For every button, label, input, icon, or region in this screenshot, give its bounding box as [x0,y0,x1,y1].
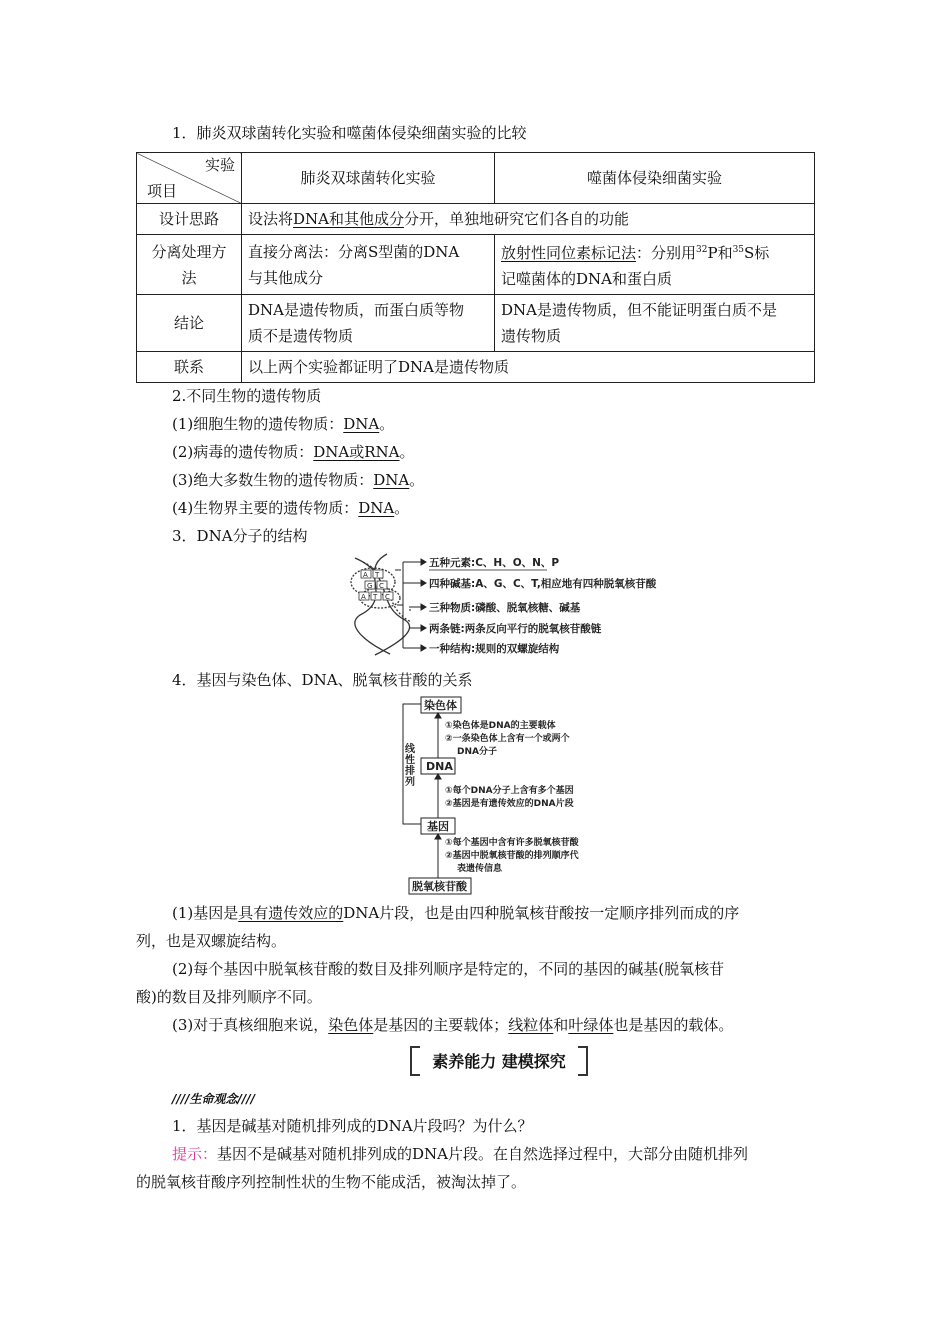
table-row [137,204,815,235]
p3-mitochondria: 线粒体 [508,1016,554,1034]
p1-underlined: 具有遗传效应的 [238,904,344,922]
hint-text-1: 基因不是碱基对随机排列成的DNA片段。在自然选择过程中，大部分由随机排列 [217,1145,749,1163]
list-item [172,442,415,462]
item-3-answer: DNA [373,471,410,489]
upward-arrows [435,713,441,878]
table-row [137,295,815,352]
row-method-b-underlined: 放射性同位素标记法 [501,244,637,262]
item-3-post: 。 [409,471,425,489]
relationship-notes [445,719,580,874]
sub-label-life-concept: ////生命观念//// [172,1092,256,1106]
table-row [137,235,815,295]
section-2-title: 2.不同生物的遗传物质 [172,387,322,405]
dna-structure-labels [429,556,657,655]
item-4-answer: DNA [358,499,395,517]
item-2-pre: (2)病毒的遗传物质： [172,443,314,461]
helix-letter: T [375,571,380,579]
note-gene-2: ②基因中脱氧核苷酸的排列顺序代 [445,851,579,861]
row-label-link: 联系 [137,352,242,383]
row-link-content: 以上两个实验都证明了DNA是遗传物质 [242,352,815,383]
gene-relationship-diagram [395,696,625,896]
col-header-pneumococcus: 肺炎双球菌转化实验 [242,153,495,204]
row-method-b-2: 记噬菌体的DNA和蛋白质 [501,270,672,288]
question-1: 1．基因是碱基对随机排列成的DNA片段吗？为什么？ [172,1117,533,1135]
item-4-post: 。 [394,499,410,517]
row-label-method [137,235,242,295]
note-gene-3: 表遗传信息 [457,864,503,874]
note-chromosome-3: DNA分子 [457,747,497,757]
row-design-pre: 设法将 [248,210,294,228]
paragraph-1-line-1 [172,903,739,923]
p3-pre: (3)对于真核细胞来说， [172,1016,329,1034]
row-conclusion-b-2: 遗传物质 [501,327,562,345]
row-design-underlined: DNA和其他成分 [293,210,405,228]
row-conclusion-a-2: 质不是遗传物质 [248,327,354,345]
row-method-a-1: 直接分离法：分离S型菌的DNA [248,242,460,261]
row-method-a-2: 与其他成分 [248,268,324,287]
section-heading [410,1046,588,1074]
paragraph-2-line-2: 酸)的数目及排列顺序不同。 [136,988,322,1006]
helix-letter: A [363,571,368,579]
row-design-post: 分开，单独地研究它们各自的功能 [404,210,630,228]
row-label-method-1: 分离处理方 [151,242,227,261]
helix-letter: C [385,593,390,601]
p1-pre: (1)基因是 [172,904,239,922]
box-nucleotide: 脱氧核苷酸 [412,880,467,893]
isotope-35: 35 [732,245,745,255]
helix-letter: T [373,593,378,601]
note-chromosome-2: ②一条染色体上含有一个或两个 [445,734,570,744]
box-gene: 基因 [427,820,449,833]
table-corner-cell [137,153,242,204]
list-item [172,498,409,518]
note-dna-2: ②基因是有遗传效应的DNA片段 [445,799,574,809]
p1-post: DNA片段，也是由四种脱氧核苷酸按一定顺序排列而成的序 [343,904,740,922]
side-label-linear [404,742,416,788]
hint-label: 提示： [172,1145,218,1163]
dna-structure-diagram [335,550,665,660]
row-label-conclusion: 结论 [137,295,242,352]
row-conclusion-a [242,295,495,352]
row-method-b-mid: ：分别用 [636,244,697,262]
box-dna: DNA [426,760,453,773]
label-elements: 五种元素:C、H、O、N、P [429,557,560,569]
row-method-b-s: S标 [744,244,770,262]
corner-bottom-label: 项目 [147,182,178,200]
helix-letter: C [379,582,384,590]
p3-chromosome: 染色体 [328,1016,374,1034]
note-gene-1: ①每个基因中含有许多脱氧核苷酸 [445,838,579,848]
paragraph-2-line-1: (2)每个基因中脱氧核苷酸的数目及排列顺序是特定的，不同的基因的碱基(脱氧核苷 [172,960,725,978]
item-4-pre: (4)生物界主要的遗传物质： [172,499,359,517]
side-char: 线 [405,744,415,755]
row-label-method-2: 法 [181,268,197,287]
isotope-32: 32 [696,245,708,255]
table-row [137,352,815,383]
row-conclusion-b-1: DNA是遗传物质，但不能证明蛋白质不是 [501,301,777,319]
label-bases: 四种碱基:A、G、C、T,相应地有四种脱氧核苷酸 [429,578,657,590]
brace-connectors [395,562,411,648]
note-chromosome-1: ①染色体是DNA的主要载体 [445,721,556,731]
paragraph-3 [172,1015,733,1035]
list-item [172,414,394,434]
side-char: 排 [405,766,415,777]
hint-line-2: 的脱氧核苷酸序列控制性状的生物不能成活，被淘汰掉了。 [136,1173,527,1191]
row-design-content [242,204,815,235]
p3-post: 也是基因的载体。 [613,1016,734,1034]
section-4-title: 4．基因与染色体、DNA、脱氧核苷酸的关系 [172,671,473,689]
item-1-answer: DNA [343,415,380,433]
list-item [172,470,424,490]
col-header-phage: 噬菌体侵染细菌实验 [495,153,815,204]
row-method-b-p: P和 [707,244,733,262]
item-1-post: 。 [379,415,395,433]
p3-mid: 是基因的主要载体； [373,1016,509,1034]
item-2-post: 。 [399,443,415,461]
row-conclusion-b [495,295,815,352]
diagram-arrows [409,559,426,651]
item-3-pre: (3)绝大多数生物的遗传物质： [172,471,374,489]
heading-text: 素养能力 建模探究 [432,1052,566,1071]
item-2-answer: DNA或RNA [313,443,400,461]
corner-top-label: 实验 [204,156,235,174]
p3-and: 和 [553,1016,569,1034]
box-chromosome: 染色体 [424,699,457,712]
row-method-a [242,235,495,295]
row-method-b [495,235,815,295]
comparison-table [136,152,815,383]
label-structure: 一种结构:规则的双螺旋结构 [429,643,560,655]
label-chains: 两条链:两条反向平行的脱氧核苷酸链 [429,623,602,635]
section-1-title: 1．肺炎双球菌转化实验和噬菌体侵染细菌实验的比较 [172,124,527,142]
row-conclusion-a-1: DNA是遗传物质，而蛋白质等物 [248,301,464,319]
row-label-design: 设计思路 [137,204,242,235]
paragraph-1-line-2: 列，也是双螺旋结构。 [136,932,287,950]
helix-letter: A [361,593,366,601]
helix-letter: G [367,582,373,590]
p3-chloroplast: 叶绿体 [568,1016,614,1034]
side-char: 性 [405,755,415,766]
side-char: 列 [405,777,415,788]
table-header-row [137,153,815,204]
section-3-title: 3．DNA分子的结构 [172,527,308,545]
note-dna-1: ①每个DNA分子上含有多个基因 [445,786,574,796]
label-substances: 三种物质:磷酸、脱氧核糖、碱基 [429,602,581,614]
item-1-pre: (1)细胞生物的遗传物质： [172,415,344,433]
hint-line-1 [172,1144,748,1164]
